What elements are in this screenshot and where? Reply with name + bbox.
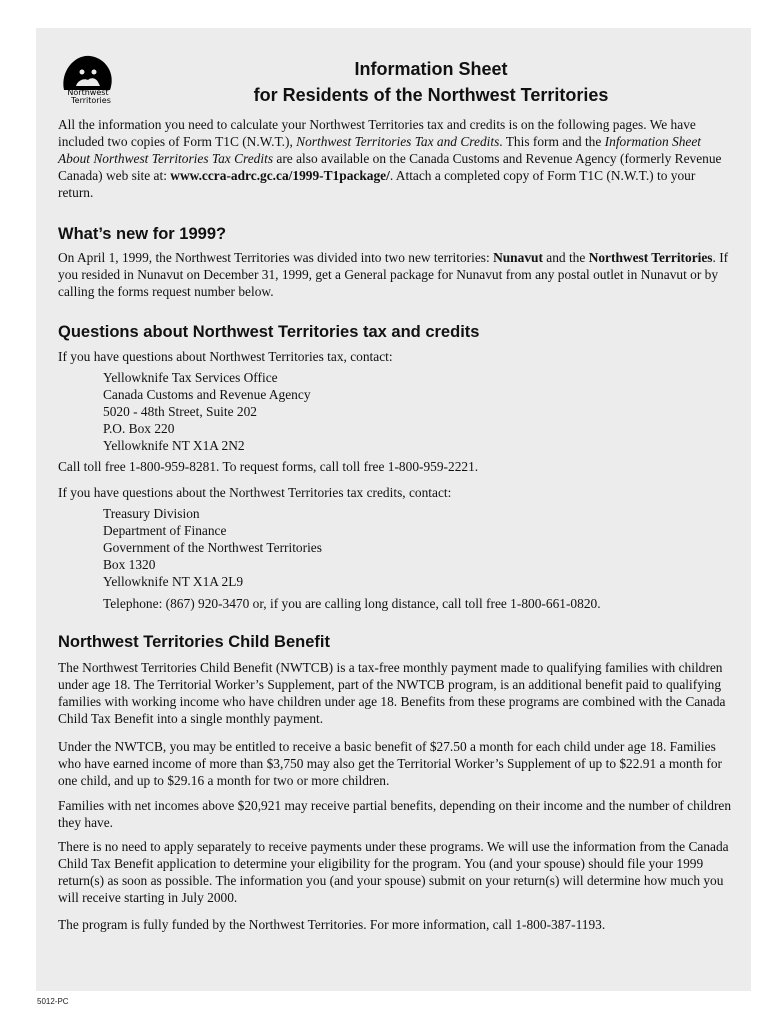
address-line: Yellowknife Tax Services Office xyxy=(103,370,278,385)
whats-new-paragraph xyxy=(58,249,733,300)
treasury-phone-line xyxy=(103,595,601,612)
address-line: Canada Customs and Revenue Agency xyxy=(103,387,311,402)
intro-paragraph xyxy=(58,116,733,201)
website-url: www.ccra-adrc.gc.ca/1999-T1package/ xyxy=(170,168,390,183)
document-page xyxy=(36,28,751,991)
intro-text: . This form and the xyxy=(499,134,605,149)
child-benefit-paragraph-2: Under the NWTCB, you may be entitled to receive a basic benefit of $27.50 a month for each child under age 18. Families who have earned income of more than $3,750 may also get the Territorial Worker’s Supplement of up to $22.91 a month for one child, and up to $29.16 a month for two or more children. xyxy=(58,739,723,788)
intro-text: All the information you need to calculate your Northwest Territories tax and credits is on the following pages. We have included two copies of Form T1C (N.W.T.), xyxy=(58,117,696,149)
logo-text-line2: Territories xyxy=(71,96,111,105)
address-line: 5020 - 48th Street, Suite 202 xyxy=(103,404,257,419)
nunavut-label: Nunavut xyxy=(493,250,543,265)
intro-info-sheet-title: Information Sheet About Northwest Territories Tax Credits xyxy=(58,134,701,166)
whats-new-text: and the xyxy=(542,250,589,265)
nwt-label: Northwest Territories xyxy=(588,250,713,265)
address-line: Treasury Division xyxy=(103,506,200,521)
intro-form-title: Northwest Territories Tax and Credits xyxy=(296,134,500,149)
credits-contact-intro: If you have questions about the Northwest Territories tax credits, contact: xyxy=(58,485,452,500)
child-benefit-paragraph-3: Families with net incomes above $20,921 may receive partial benefits, depending on their income and the number of children they have. xyxy=(58,798,732,830)
address-line: Box 1320 xyxy=(103,557,156,572)
intro-text: are also available on the Canada Customs and Revenue Agency (formerly Revenue Canada) web site at: xyxy=(58,151,722,183)
child-benefit-paragraph-1: The Northwest Territories Child Benefit (NWTCB) is a tax-free monthly payment made to qualifying families with children under age 18. The Territorial Worker’s Supplement, part of the NWTCB program, is an additional benefit paid to qualifying families with working income who have children under age 18. Benefits from these programs are combined with the Canada Child Tax Benefit into a single monthly payment. xyxy=(58,660,726,726)
intro-text: . Attach a completed copy of Form T1C (N.W.T.) to your return. xyxy=(58,168,696,200)
child-benefit-paragraph-4: There is no need to apply separately to receive payments under these programs. We will use the information from the Canada Child Tax Benefit application to determine your eligibility for the program. You (and your spouse) should file your 1999 return(s) as soon as possible. The information you (and your spouse) submit on your return(s) will determine how much you will receive starting in July 2000. xyxy=(58,839,729,905)
title-line1: Information Sheet xyxy=(354,59,508,79)
logo-text-line1: Northwest xyxy=(67,88,109,97)
page-title xyxy=(196,56,666,108)
tax-phone-line: Call toll free 1-800-959-8281. To request forms, call toll free 1-800-959-2221. xyxy=(58,459,479,474)
address-line: P.O. Box 220 xyxy=(103,421,175,436)
telephone-text: Telephone: (867) 920-3470 or, if you are calling long distance, call toll free 1-800-661-0820. xyxy=(103,596,601,611)
address-line: Government of the Northwest Territories xyxy=(103,540,322,555)
polar-bear-logo-icon xyxy=(58,50,118,106)
title-line2: for Residents of the Northwest Territories xyxy=(253,85,609,105)
whats-new-heading: What’s new for 1999? xyxy=(58,225,227,243)
whats-new-text: . If you resided in Nunavut on December 31, 1999, get a General package for Nunavut from any postal outlet in Nunavut or by calling the forms request number below. xyxy=(58,250,729,299)
child-benefit-heading: Northwest Territories Child Benefit xyxy=(58,633,330,651)
address-line: Department of Finance xyxy=(103,523,227,538)
form-code: 5012-PC xyxy=(37,997,69,1006)
address-line: Yellowknife NT X1A 2L9 xyxy=(103,574,244,589)
address-line: Yellowknife NT X1A 2N2 xyxy=(103,438,245,453)
whats-new-text: On April 1, 1999, the Northwest Territories was divided into two new territories: xyxy=(58,250,494,265)
questions-heading: Questions about Northwest Territories tax and credits xyxy=(58,323,480,341)
treasury-address xyxy=(103,505,322,590)
child-benefit-paragraph-5: The program is fully funded by the Northwest Territories. For more information, call 1-800-387-1193. xyxy=(58,917,606,932)
tax-services-address xyxy=(103,369,311,454)
tax-contact-intro: If you have questions about Northwest Territories tax, contact: xyxy=(58,349,393,364)
